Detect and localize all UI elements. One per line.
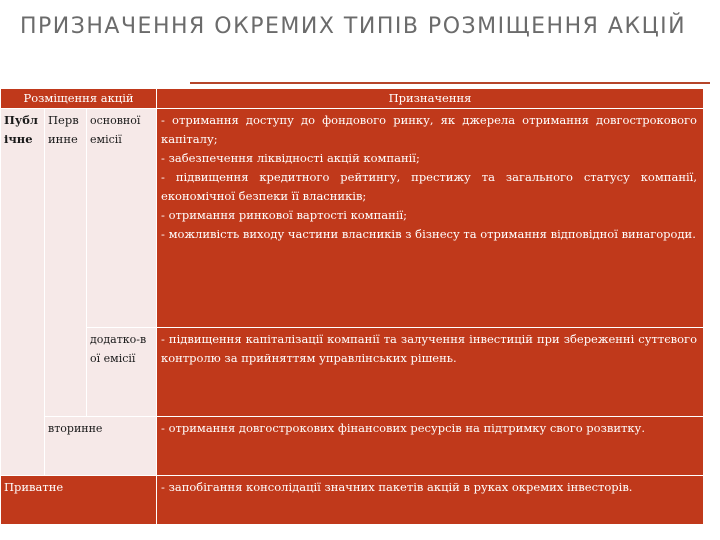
- public-label: Публ ічне: [4, 113, 39, 146]
- main-emission-cell: [87, 109, 157, 328]
- primary-label: Перв инне: [48, 113, 79, 146]
- primary-cell: [45, 109, 87, 417]
- table-row: [1, 417, 704, 476]
- purpose-item: - запобігання консолідації значних пакетів акцій в руках окремих інвесторів.: [161, 480, 633, 494]
- main-emission-label: основної емісії: [90, 114, 141, 146]
- purpose-item: - забезпечення ліквідності акцій компанії;: [161, 151, 420, 165]
- additional-emission-label: додатко-в ої емісії: [90, 333, 147, 365]
- table-row: [1, 328, 704, 417]
- title-underline: [190, 82, 710, 84]
- placement-table: [0, 88, 704, 525]
- private-label: Приватне: [4, 480, 64, 494]
- additional-emission-cell: [87, 328, 157, 417]
- table-row: [1, 476, 704, 525]
- slide-title: ПРИЗНАЧЕННЯ ОКРЕМИХ ТИПІВ РОЗМІЩЕННЯ АКЦІЙ: [20, 14, 687, 39]
- private-purpose: [157, 476, 704, 525]
- purpose-item: - можливість виходу частини власників з бізнесу та отримання відповідної винагороди.: [161, 227, 696, 241]
- header-purpose: Призначення: [157, 89, 704, 109]
- private-cell: [1, 476, 157, 525]
- secondary-cell: [45, 417, 157, 476]
- header-placement: Розміщення акцій: [1, 89, 157, 109]
- purpose-item: - отримання ринкової вартості компанії;: [161, 208, 408, 222]
- secondary-purpose: [157, 417, 704, 476]
- purpose-item: - отримання доступу до фондового ринку, як джерела отримання довгострокового капіталу;: [161, 113, 697, 146]
- purpose-item: - отримання довгострокових фінансових ресурсів на підтримку свого розвитку.: [161, 421, 645, 435]
- additional-emission-purpose: [157, 328, 704, 417]
- public-cell: [1, 109, 45, 476]
- main-emission-purposes: [157, 109, 704, 328]
- secondary-label: вторинне: [48, 422, 103, 435]
- purpose-item: - підвищення капіталізації компанії та залучення інвестицій при збереженні суттєвого контролю за прийняттям управлінських рішень.: [161, 332, 697, 365]
- table-header-row: [1, 89, 704, 109]
- purpose-item: - підвищення кредитного рейтингу, престижу та загального статусу компанії, економічної безпеки її власників;: [161, 170, 697, 203]
- table-row: [1, 109, 704, 328]
